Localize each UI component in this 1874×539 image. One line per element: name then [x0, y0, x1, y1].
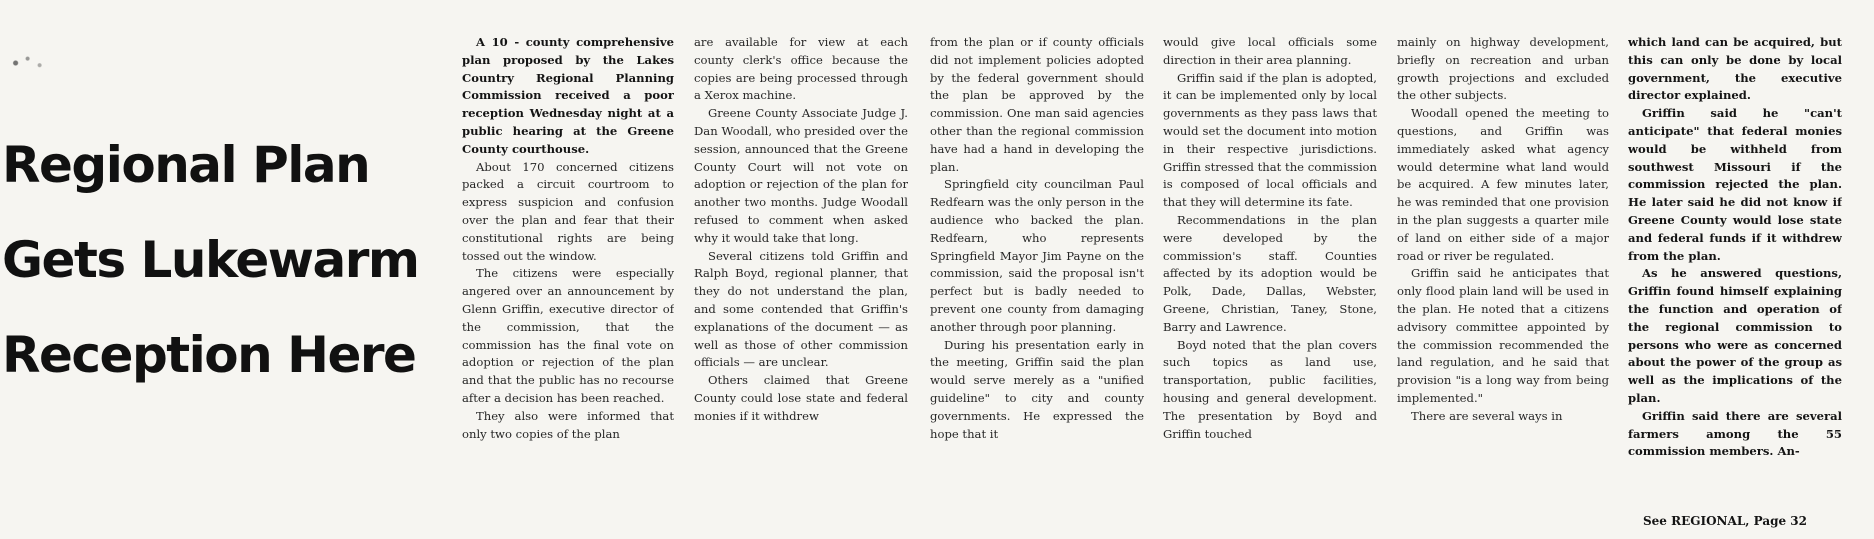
article-paragraph: Griffin said he "can't anticipate" that federal monies would be withheld from southwest Missouri if the commission rejected the plan. He later said he did not know if Greene County would lose state and federal funds if it withdrew from the plan. [1628, 106, 1842, 263]
headline-line-2: Gets Lukewarm [2, 231, 419, 289]
article-paragraph: Recommendations in the plan were developed by the commission's staff. Counties affected by its adoption would be Polk, Dade, Dallas, Webster, Greene, Christian, Taney, Stone, Barry and Lawrence. [1163, 212, 1377, 334]
article-paragraph: Griffin said if the plan is adopted, it can be implemented only by local governments as they pass laws that would set the document into motion in their respective jurisdictions. Griffin stressed that the commission is composed of local officials and that they will determine its fate. [1163, 70, 1377, 210]
article-paragraph: Several citizens told Griffin and Ralph Boyd, regional planner, that they do not understand the plan, and some contended that Griffin's explanations of the document — as well as those of other commission officials — are unclear. [694, 248, 908, 370]
article-paragraph: Boyd noted that the plan covers such topics as land use, transportation, public facilities, housing and general development. The presentation by Boyd and Griffin touched [1163, 337, 1377, 441]
article-column-4 [1163, 34, 1377, 534]
article-paragraph: They also were informed that only two copies of the plan [462, 408, 674, 441]
article-column-1 [462, 34, 674, 534]
article-paragraph: Springfield city councilman Paul Redfearn was the only person in the audience who backed the plan. Redfearn, who represents Springfield Mayor Jim Payne on the commission, said the proposal isn't perfect but is badly needed to prevent one county from damaging another through poor planning. [930, 177, 1144, 334]
article-column-5 [1397, 34, 1609, 534]
article-paragraph: Greene County Associate Judge J. Dan Woodall, who presided over the session, announced that the Greene County Court will not vote on adoption or rejection of the plan for another two months. Judge Woodall refused to comment when asked why it would take that long. [694, 106, 908, 245]
article-paragraph: which land can be acquired, but this can only be done by local government, the executive director explained. [1628, 35, 1842, 103]
article-paragraph: As he answered questions, Griffin found himself explaining the function and operation of the regional commission to persons who were as concerned about the power of the group as well as the implications of the plan. [1628, 266, 1842, 405]
article-column-6 [1628, 34, 1842, 534]
article-paragraph: are available for view at each county clerk's office because the copies are being processed through a Xerox machine. [694, 35, 908, 103]
article-column-3 [930, 34, 1144, 534]
article-paragraph: The citizens were especially angered over an announcement by Glenn Griffin, executive director of the commission, that the commission has the final vote on adoption or rejection of the plan and that the public has no recourse after a decision has been reached. [462, 266, 674, 405]
article-paragraph: Griffin said he anticipates that only flood plain land will be used in the plan. He noted that a citizens advisory committee appointed by the commission recommended the land regulation, and he said that provision "is a long way from being implemented." [1397, 266, 1609, 405]
headline-line-1: Regional Plan [2, 136, 370, 194]
article-paragraph: Woodall opened the meeting to questions, and Griffin was immediately asked what agency would determine what land would be acquired. A few minutes later, he was reminded that one provision in the plan suggests a quarter mile of land on either side of a major road or river be regulated. [1397, 106, 1609, 263]
article-paragraph: There are several ways in [1411, 408, 1563, 423]
article-paragraph: A 10 - county comprehensive plan proposed by the Lakes Country Regional Planning Commission received a poor reception Wednesday night at a public hearing at the Greene County courthouse. [462, 35, 674, 156]
article-paragraph: would give local officials some direction in their area planning. [1163, 35, 1377, 67]
article-paragraph: Others claimed that Greene County could lose state and federal monies if it withdrew [694, 373, 908, 423]
article-paragraph: During his presentation early in the meeting, Griffin said the plan would serve merely as a "unified guideline" to city and county governments. He expressed the hope that it [930, 337, 1144, 441]
article-paragraph: Griffin said there are several farmers among the 55 commission members. An- [1628, 408, 1842, 459]
continued-on-page-line: See REGIONAL, Page 32 [1643, 514, 1807, 528]
headline [2, 118, 442, 403]
headline-line-3: Reception Here [2, 326, 416, 384]
print-speck [6, 52, 54, 74]
article-paragraph: About 170 concerned citizens packed a circuit courtroom to express suspicion and confusion over the plan and fear that their constitutional rights are being tossed out the window. [462, 159, 674, 263]
article-paragraph: mainly on highway development, briefly on recreation and urban growth projections and excluded the other subjects. [1397, 35, 1609, 103]
article-paragraph: from the plan or if county officials did not implement policies adopted by the federal government should the plan be approved by the commission. One man said agencies other than the regional commission have had a hand in developing the plan. [930, 35, 1144, 174]
article-column-2 [694, 34, 908, 534]
